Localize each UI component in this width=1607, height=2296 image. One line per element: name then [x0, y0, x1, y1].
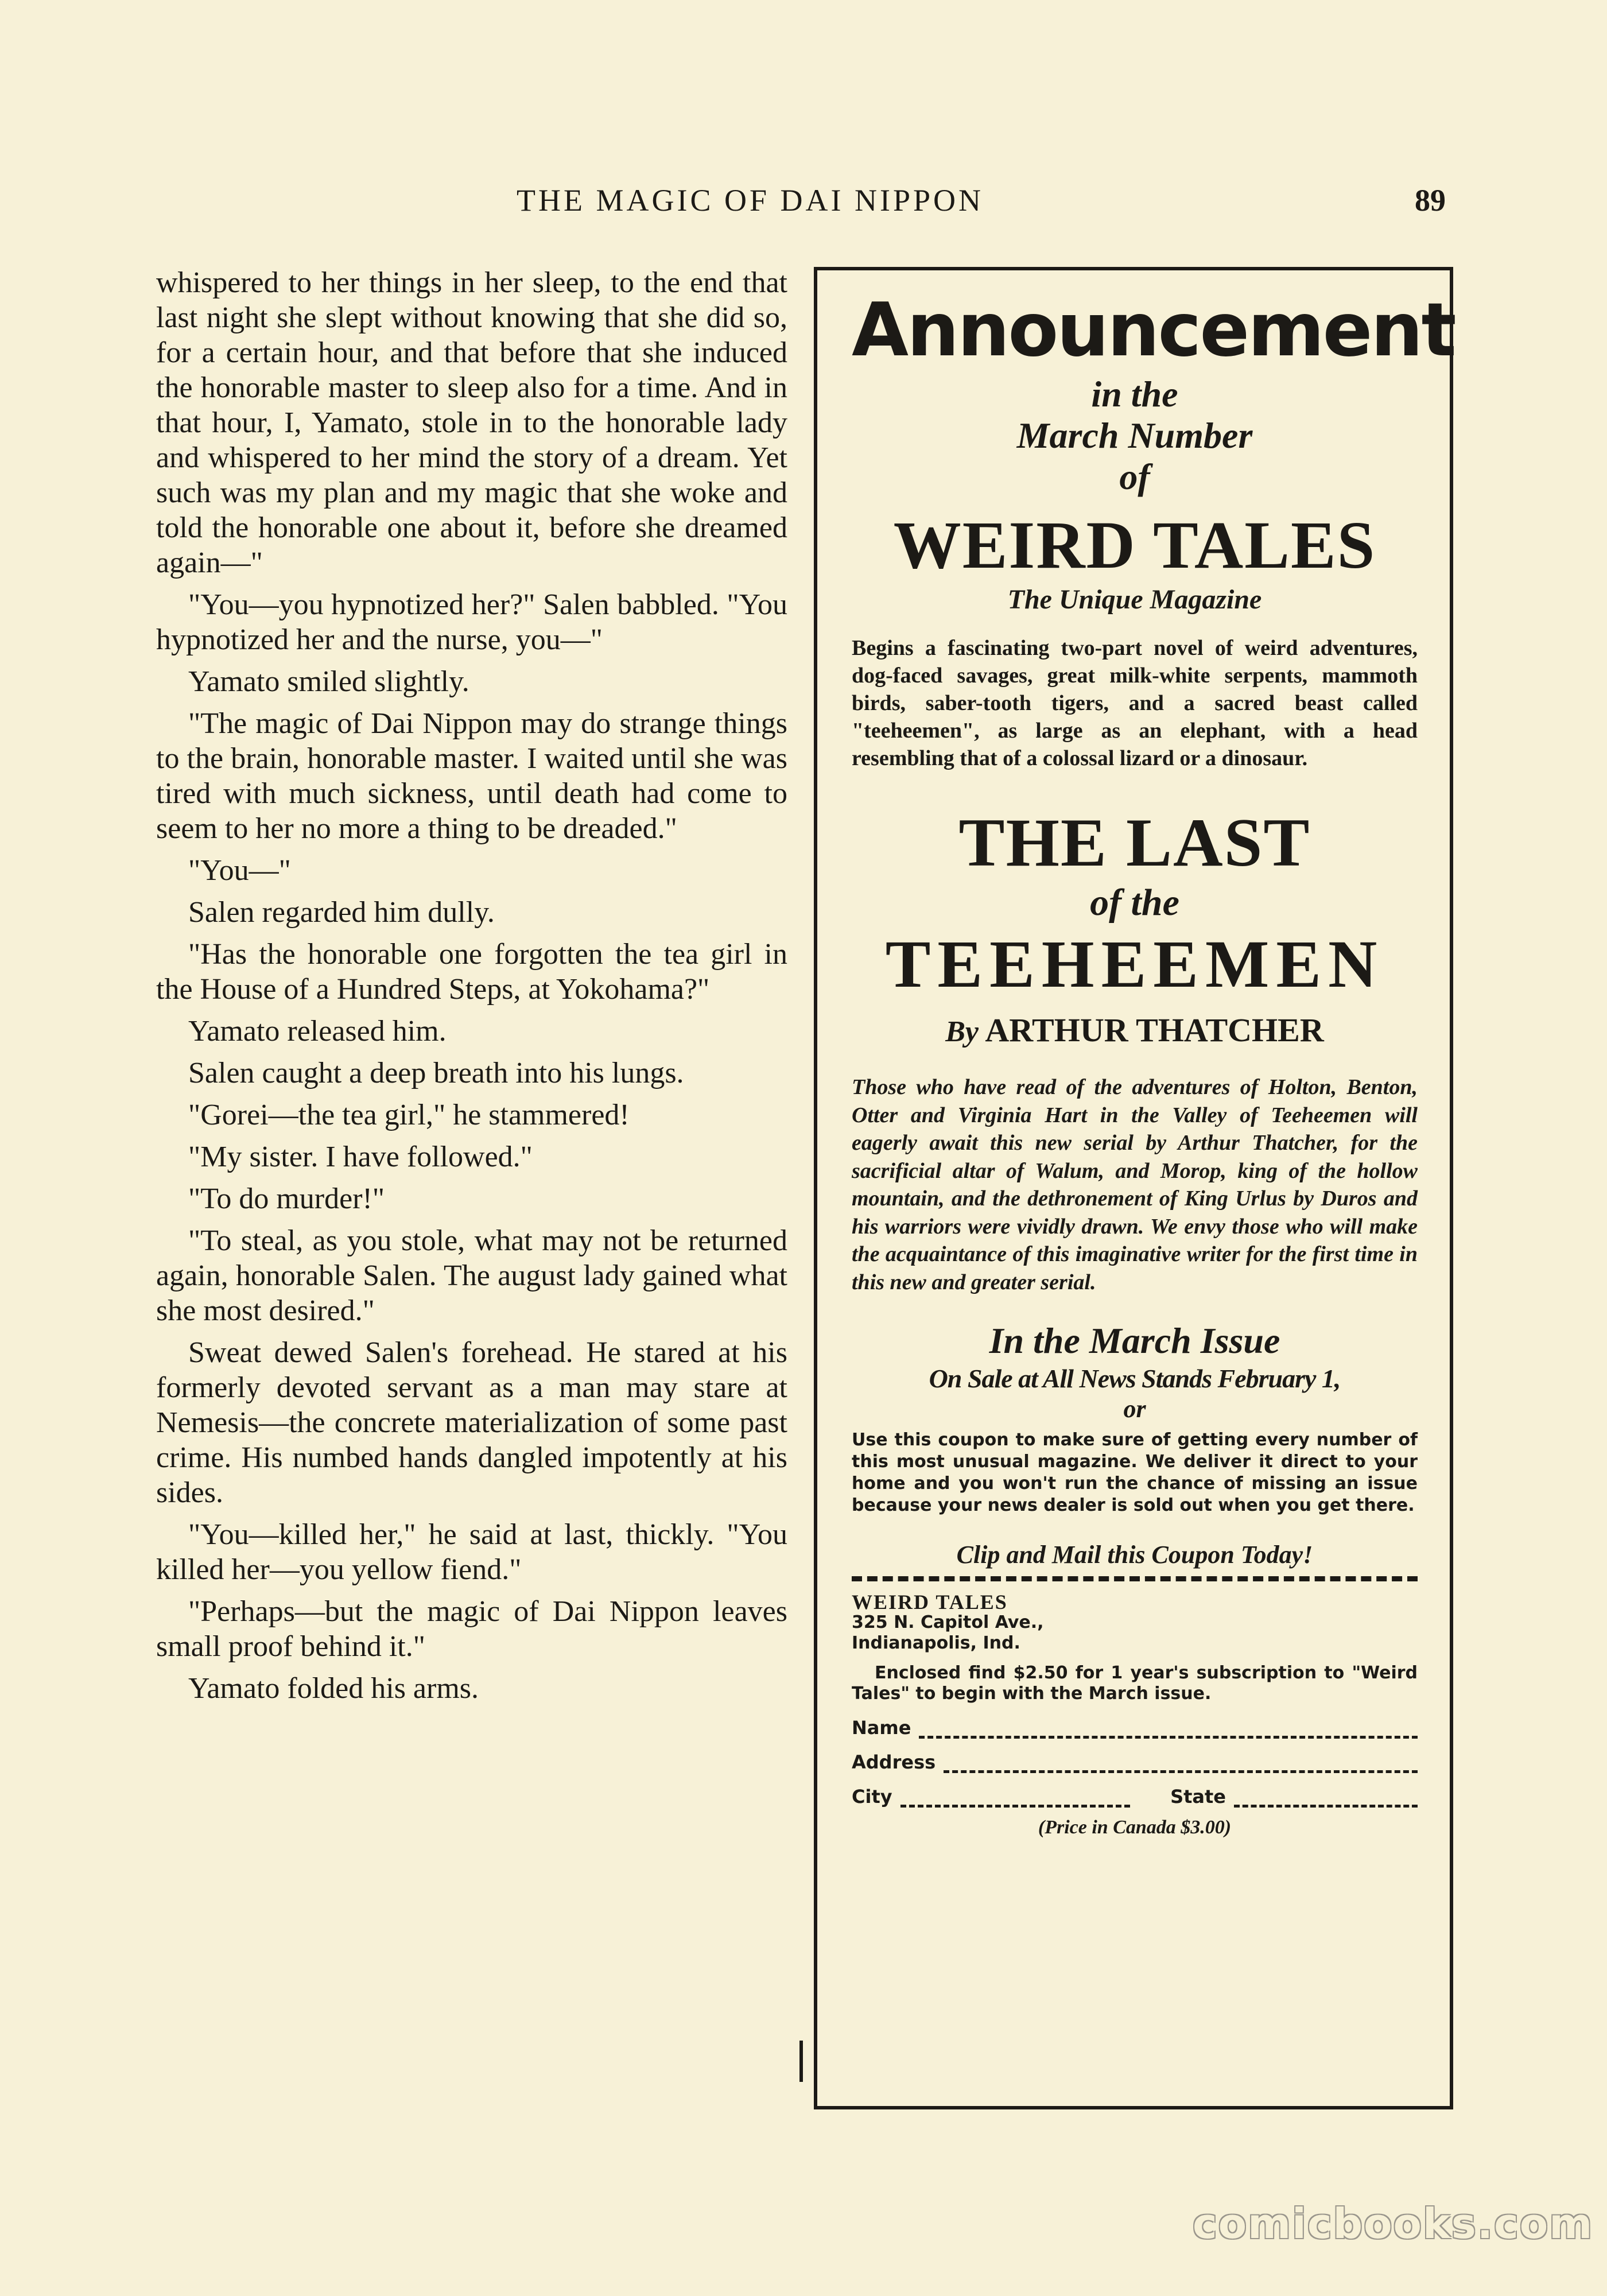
address-field[interactable]: [944, 1759, 1418, 1773]
ad-of: of: [1119, 456, 1150, 497]
ad-march-number: March Number: [1016, 415, 1253, 456]
story-paragraph: "The magic of Dai Nippon may do strange things to the brain, honorable master. I waited until she was tired with much sickness, until death had come to seem to her no more a thing to be dreaded.": [156, 707, 787, 845]
ad-in-the: in the: [1091, 374, 1178, 414]
name-field[interactable]: [919, 1724, 1418, 1739]
story-paragraph: Salen caught a deep breath into his lungs.: [188, 1057, 684, 1089]
advertisement-box: [814, 267, 1453, 2109]
address-street: 325 N. Capitol Ave.,: [852, 1612, 1044, 1632]
byline: [852, 1010, 1418, 1053]
serial-description: Those who have read of the adventures of Holton, Benton, Otter and Virginia Hart in the Valley of Teeheemen will eagerly await this new serial by Arthur Thatcher, for the sacrificial altar of Walum, and Morop, king of the hollow mountain, and the dethronement of King Urlus by Duros and his warriors were vividly drawn. We envy those who will make the acquaintance of this imaginative writer for the first time in this new and greater serial.: [852, 1075, 1418, 1294]
magazine-tagline: The Unique Magazine: [1007, 584, 1262, 615]
story-paragraph: "To steal, as you stole, what may not be returned again, honorable Salen. The august lady gained what she most desired.": [156, 1224, 787, 1327]
advertisement-content: [852, 282, 1455, 1840]
or-line: or: [1123, 1395, 1146, 1423]
address-publisher: WEIRD TALES: [852, 1591, 1008, 1614]
state-field[interactable]: [1234, 1793, 1418, 1808]
story-paragraph: "Gorei—the tea girl," he stammered!: [188, 1099, 630, 1131]
canada-price: (Price in Canada $3.00): [1038, 1817, 1232, 1838]
story-paragraph: Salen regarded him dully.: [188, 896, 495, 929]
coupon-cut-line: [852, 1576, 1418, 1581]
column-rule: [799, 2041, 803, 2082]
state-label: State: [1170, 1786, 1226, 1808]
site-watermark: comicbooks.com: [1193, 2200, 1594, 2248]
story-paragraph: "Has the honorable one forgotten the tea girl in the House of a Hundred Steps, at Yokohama?": [156, 938, 787, 1006]
magazine-name: WEIRD TALES: [893, 507, 1376, 583]
form-row-city-state: [852, 1786, 1418, 1808]
form-row-address: [852, 1751, 1418, 1773]
address-label: Address: [852, 1751, 936, 1773]
story-paragraph: "You—you hypnotized her?" Salen babbled. "You hypnotized her and the nurse, you—": [156, 588, 787, 656]
story-paragraph: "You—killed her," he said at last, thickly. "You killed her—you yellow fiend.": [156, 1518, 787, 1586]
page-number: 89: [1415, 183, 1446, 218]
coupon-text: Use this coupon to make sure of getting every number of this most unusual magazine. We deliver it direct to your home and you won't run the chance of missing an issue because your news dealer is sold out when you get there.: [852, 1430, 1418, 1515]
running-title: THE MAGIC OF DAI NIPPON: [517, 183, 984, 218]
story-paragraph: "You—": [188, 854, 291, 887]
ad-headline: Announcement: [852, 288, 1455, 373]
byline-by: By: [945, 1015, 979, 1048]
story-paragraph: Sweat dewed Salen's forehead. He stared at his formerly devoted servant as a man may stare at Nemesis—the concrete materialization of some past crime. His numbed hands dangled impotently at his sides.: [156, 1336, 787, 1509]
city-label: City: [852, 1786, 892, 1808]
enclosed-text: Enclosed find $2.50 for 1 year's subscription to "Weird Tales" to begin with the March issue.: [852, 1663, 1418, 1704]
serial-title-line3: TEEHEEMEN: [885, 926, 1384, 1002]
story-paragraph: "Perhaps—but the magic of Dai Nippon leaves small proof behind it.": [156, 1595, 787, 1663]
city-field[interactable]: [900, 1793, 1130, 1808]
serial-title-line2: of the: [1090, 882, 1179, 924]
story-paragraph: Yamato smiled slightly.: [188, 665, 469, 698]
story-paragraph: Yamato folded his arms.: [188, 1672, 479, 1705]
byline-author: ARTHUR THATCHER: [985, 1011, 1324, 1049]
clip-coupon-line: Clip and Mail this Coupon Today!: [956, 1541, 1313, 1569]
serial-title-line1: THE LAST: [958, 804, 1311, 881]
story-paragraph: "To do murder!": [188, 1182, 385, 1215]
story-paragraph: Yamato released him.: [188, 1015, 447, 1048]
story-column: [156, 265, 787, 1713]
form-row-name: [852, 1717, 1418, 1739]
address-city: Indianapolis, Ind.: [852, 1633, 1020, 1653]
coupon-address: [852, 1592, 1418, 1654]
name-label: Name: [852, 1717, 911, 1739]
ad-blurb: Begins a fascinating two-part novel of weird adventures, dog-faced savages, great milk-white serpents, mammoth birds, saber-tooth tigers, and a sacred beast called "teeheemen", as large as an elephant, with a head resembling that of a colossal lizard or a dinosaur.: [852, 636, 1418, 770]
story-paragraph: whispered to her things in her sleep, to the end that last night she slept without knowing that she did so, for a certain hour, and that before that she induced the honorable master to sleep also for a time. And in that hour, I, Yamato, stole in to the honorable lady and whispered to her mind the story of a dream. Yet such was my plan and my magic that she woke and told the honorable one about it, before she dreamed again—": [156, 266, 787, 579]
on-sale-line: On Sale at All News Stands February 1,: [929, 1364, 1341, 1393]
story-paragraph: "My sister. I have followed.": [188, 1141, 533, 1173]
march-issue-heading: In the March Issue: [989, 1320, 1280, 1361]
